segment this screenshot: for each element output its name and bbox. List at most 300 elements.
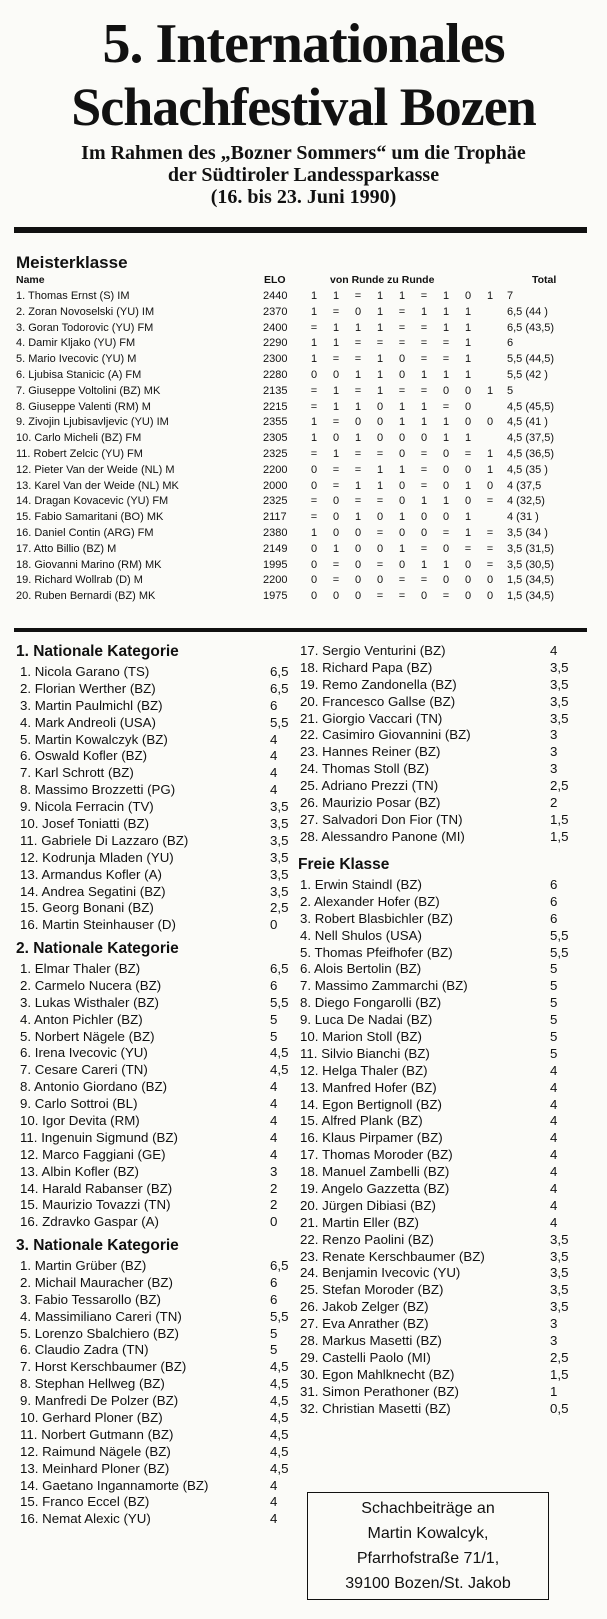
player-elo: 2280 xyxy=(263,368,288,381)
player-score: 3,5 xyxy=(550,1299,569,1315)
round-result: 1 xyxy=(464,526,472,539)
round-result: 0 xyxy=(464,574,472,587)
player-name: 16. Nemat Alexic (YU) xyxy=(20,1511,151,1527)
list-item xyxy=(20,1376,290,1393)
player-name: 13. Armandus Kofler (A) xyxy=(20,866,162,882)
list-item xyxy=(300,795,590,812)
player-name: 23. Renate Kerschbaumer (BZ) xyxy=(300,1248,485,1264)
player-total: 5 xyxy=(507,384,514,397)
table-row xyxy=(16,542,591,558)
player-name: 10. Gerhard Ploner (BZ) xyxy=(20,1410,163,1426)
player-score: 6 xyxy=(550,877,558,892)
list-item xyxy=(20,995,290,1012)
list-item xyxy=(20,1079,290,1096)
table-row xyxy=(16,321,591,337)
player-score: 3,5 xyxy=(270,816,289,832)
player-elo: 2440 xyxy=(263,290,288,302)
col-header-rounds: von Runde zu Runde xyxy=(330,274,435,286)
player-score: 0 xyxy=(270,917,278,933)
player-total: 1,5 (34,5) xyxy=(507,574,555,587)
round-result: 1 xyxy=(420,368,428,381)
player-score: 5 xyxy=(550,961,558,977)
player-name: 12. Kodrunja Mladen (YU) xyxy=(20,849,174,865)
player-score: 6,5 xyxy=(270,1258,289,1273)
player-score: 3,5 xyxy=(270,883,289,899)
player-name: 5. Martin Kowalczyk (BZ) xyxy=(20,731,168,747)
table-row xyxy=(16,400,591,416)
round-result: 1 xyxy=(420,416,428,429)
round-result: 0 xyxy=(398,526,406,539)
player-name: 18. Richard Papa (BZ) xyxy=(300,659,433,675)
player-score: 6 xyxy=(270,1291,278,1307)
list-item xyxy=(300,1384,590,1401)
round-result: 0 xyxy=(486,574,494,587)
player-name: 5. Norbert Nägele (BZ) xyxy=(20,1028,155,1044)
player-name: 8. Diego Fongarolli (BZ) xyxy=(300,995,442,1011)
round-result: 1 xyxy=(442,368,450,381)
round-result: = xyxy=(354,495,362,508)
player-name: 20. Francesco Gallse (BZ) xyxy=(300,693,456,709)
player-name: 18. Manuel Zambelli (BZ) xyxy=(300,1164,450,1180)
list-item xyxy=(20,867,290,884)
round-result: = xyxy=(398,305,406,318)
player-name: 8. Giuseppe Valenti (RM) M xyxy=(16,400,151,413)
list-item xyxy=(300,911,590,928)
title-line-2: Schachfestival Bozen xyxy=(71,77,536,137)
list-item xyxy=(300,660,590,677)
list-item xyxy=(20,1342,290,1359)
player-name: 5. Lorenzo Sbalchiero (BZ) xyxy=(20,1325,179,1341)
player-name: 28. Markus Masetti (BZ) xyxy=(300,1333,442,1349)
player-score: 6 xyxy=(270,1274,278,1290)
round-result: = xyxy=(398,384,406,397)
round-result: = xyxy=(310,511,318,524)
round-result: 0 xyxy=(464,400,472,413)
kategorie1-title: 1. Nationale Kategorie xyxy=(16,643,179,660)
player-name: 4. Anton Pichler (BZ) xyxy=(20,1011,143,1027)
table-row xyxy=(16,463,591,479)
player-score: 6 xyxy=(270,697,278,713)
round-result xyxy=(479,400,501,416)
table-row xyxy=(16,479,591,495)
player-score: 1 xyxy=(550,1383,558,1399)
list-item xyxy=(20,1164,290,1181)
list-item xyxy=(300,1147,590,1164)
list-item xyxy=(20,1393,290,1410)
round-result xyxy=(479,352,501,368)
kategorie1-list xyxy=(20,664,290,934)
player-score: 3 xyxy=(550,744,558,760)
round-result: 1 xyxy=(376,463,384,476)
player-name: 8. Massimo Brozzetti (PG) xyxy=(20,782,176,798)
player-score: 4 xyxy=(270,765,278,781)
player-name: 6. Alois Bertolin (BZ) xyxy=(300,961,422,977)
player-elo: 2200 xyxy=(263,463,288,476)
table-row xyxy=(16,494,591,510)
list-item xyxy=(300,1097,590,1114)
player-score: 2 xyxy=(270,1197,278,1213)
player-score: 4 xyxy=(270,1113,278,1129)
list-item xyxy=(300,761,590,778)
round-result: 1 xyxy=(442,495,450,508)
round-result: = xyxy=(420,542,428,555)
player-score: 4 xyxy=(550,1062,558,1078)
player-name: 11. Silvio Bianchi (BZ) xyxy=(300,1045,430,1061)
table-row xyxy=(16,447,591,463)
list-item xyxy=(300,1063,590,1080)
player-name: 7. Massimo Zammarchi (BZ) xyxy=(300,978,468,994)
player-score: 5 xyxy=(270,1325,278,1341)
subtitle-line-3: (16. bis 23. Juni 1990) xyxy=(210,186,397,208)
player-score: 5,5 xyxy=(550,944,569,960)
player-elo: 2215 xyxy=(263,400,288,413)
player-name: 11. Robert Zelcic (YU) FM xyxy=(16,447,143,460)
player-name: 15. Franco Eccel (BZ) xyxy=(20,1494,150,1510)
player-name: 11. Ingenuin Sigmund (BZ) xyxy=(20,1129,178,1145)
player-score: 4 xyxy=(270,1477,278,1493)
player-score: 2,5 xyxy=(270,900,289,916)
round-result: 0 xyxy=(398,495,406,508)
player-score: 2 xyxy=(270,1180,278,1196)
round-result: = xyxy=(420,574,428,587)
list-item xyxy=(20,1197,290,1214)
kategorie2-title: 2. Nationale Kategorie xyxy=(16,940,179,957)
player-score: 3,5 xyxy=(550,1265,569,1281)
player-name: 32. Christian Masetti (BZ) xyxy=(300,1400,451,1416)
round-result: 1 xyxy=(442,321,450,334)
player-elo: 2149 xyxy=(263,542,288,555)
player-name: 1. Nicola Garano (TS) xyxy=(20,664,150,679)
player-total: 3,5 (31,5) xyxy=(507,542,555,555)
round-result: 0 xyxy=(464,416,472,429)
contact-line-2: Martin Kowalcyk, xyxy=(367,1525,489,1542)
list-item xyxy=(300,961,590,978)
contact-line-1: Schachbeiträge an xyxy=(361,1500,495,1517)
player-name: 25. Adriano Prezzi (TN) xyxy=(300,778,439,794)
round-result: 0 xyxy=(464,384,472,397)
player-name: 27. Eva Anrather (BZ) xyxy=(300,1316,429,1332)
round-result: = xyxy=(376,590,384,603)
round-result: 1 xyxy=(398,416,406,429)
player-score: 4 xyxy=(550,1113,558,1129)
list-item xyxy=(300,829,590,846)
player-name: 1. Erwin Staindl (BZ) xyxy=(300,877,422,892)
round-result: 0 xyxy=(486,590,494,603)
round-result: 0 xyxy=(398,432,406,445)
player-name: 26. Maurizio Posar (BZ) xyxy=(300,795,441,811)
round-result: = xyxy=(442,353,450,366)
list-item xyxy=(20,1461,290,1478)
list-item xyxy=(20,1292,290,1309)
player-elo: 2370 xyxy=(263,305,288,318)
list-item xyxy=(300,1215,590,1232)
round-result: 1 xyxy=(398,542,406,555)
player-score: 3 xyxy=(550,1316,558,1332)
table-row xyxy=(16,352,591,368)
player-score: 0 xyxy=(270,1214,278,1230)
player-name: 13. Manfred Hofer (BZ) xyxy=(300,1079,437,1095)
player-name: 25. Stefan Moroder (BZ) xyxy=(300,1282,444,1298)
player-name: 1. Elmar Thaler (BZ) xyxy=(20,961,141,976)
list-item xyxy=(300,1401,590,1418)
kategorie3-continued-list xyxy=(300,643,590,846)
player-score: 3,5 xyxy=(550,710,569,726)
player-name: 5. Mario Ivecovic (YU) M xyxy=(16,353,137,366)
table-row xyxy=(16,368,591,384)
player-elo: 2117 xyxy=(263,511,287,524)
player-score: 4 xyxy=(270,748,278,764)
player-score: 4 xyxy=(270,782,278,798)
round-result: = xyxy=(332,463,340,476)
round-result: = xyxy=(420,321,428,334)
list-item xyxy=(300,677,590,694)
list-item xyxy=(20,782,290,799)
kategorie2-list xyxy=(20,961,290,1231)
round-result: = xyxy=(442,526,450,539)
player-score: 4 xyxy=(270,1494,278,1510)
round-result: 0 xyxy=(442,447,450,460)
list-item xyxy=(20,1427,290,1444)
round-result: = xyxy=(398,574,406,587)
round-result: 1 xyxy=(310,353,318,366)
player-name: 11. Norbert Gutmann (BZ) xyxy=(20,1426,174,1442)
round-result: 1 xyxy=(332,542,340,555)
table-row xyxy=(16,336,591,352)
list-item xyxy=(300,1333,590,1350)
round-result: 1 xyxy=(354,368,362,381)
round-result: 1 xyxy=(420,495,428,508)
round-result: 1 xyxy=(398,511,406,524)
list-item xyxy=(20,1359,290,1376)
round-result: 1 xyxy=(376,305,384,318)
list-item xyxy=(300,1046,590,1063)
player-name: 8. Antonio Giordano (BZ) xyxy=(20,1079,168,1095)
player-name: 2. Michail Mauracher (BZ) xyxy=(20,1274,173,1290)
round-result: 0 xyxy=(354,590,362,603)
list-item xyxy=(300,1198,590,1215)
round-result: 1 xyxy=(442,290,450,302)
list-item xyxy=(20,1214,290,1231)
contact-box xyxy=(307,1492,549,1600)
list-item xyxy=(20,884,290,901)
round-result: 1 xyxy=(486,447,494,460)
round-result: = xyxy=(310,384,318,397)
meisterklasse-title: Meisterklasse xyxy=(16,253,128,272)
player-name: 6. Irena Ivecovic (YU) xyxy=(20,1045,148,1061)
list-item xyxy=(20,698,290,715)
round-result: 1 xyxy=(464,432,472,445)
list-item xyxy=(20,1096,290,1113)
round-result: 1 xyxy=(486,290,494,302)
player-name: 3. Robert Blasbichler (BZ) xyxy=(300,910,453,926)
player-name: 4. Damir Kljako (YU) FM xyxy=(16,337,136,350)
list-item xyxy=(300,928,590,945)
round-result: = xyxy=(420,337,428,350)
round-result: 0 xyxy=(376,574,384,587)
player-elo: 2380 xyxy=(263,526,288,539)
player-name: 13. Meinhard Ploner (BZ) xyxy=(20,1460,170,1476)
player-score: 4 xyxy=(270,1511,278,1527)
round-result: = xyxy=(332,416,340,429)
list-item xyxy=(20,833,290,850)
player-name: 4. Massimiliano Careri (TN) xyxy=(20,1308,182,1324)
player-score: 3,5 xyxy=(550,1231,569,1247)
player-score: 6,5 xyxy=(270,664,289,679)
player-score: 5 xyxy=(270,1028,278,1044)
list-item xyxy=(300,1282,590,1299)
list-item xyxy=(20,1511,290,1528)
round-result: 1 xyxy=(398,463,406,476)
round-result: 1 xyxy=(442,432,450,445)
round-result: 0 xyxy=(398,368,406,381)
player-score: 1,5 xyxy=(550,828,569,844)
player-name: 6. Oswald Kofler (BZ) xyxy=(20,748,148,764)
player-score: 4,5 xyxy=(270,1443,289,1459)
round-result: 1 xyxy=(310,416,318,429)
player-name: 17. Thomas Moroder (BZ) xyxy=(300,1147,453,1163)
round-result: 0 xyxy=(464,463,472,476)
list-item xyxy=(20,1410,290,1427)
player-score: 4 xyxy=(550,1147,558,1163)
round-result: = xyxy=(398,590,406,603)
round-result: 1 xyxy=(464,511,472,524)
round-result: 0 xyxy=(376,400,384,413)
player-name: 23. Hannes Reiner (BZ) xyxy=(300,744,441,760)
list-item xyxy=(20,850,290,867)
list-item xyxy=(300,1181,590,1198)
round-result: 1 xyxy=(310,290,318,302)
list-item xyxy=(300,1164,590,1181)
round-result: = xyxy=(332,353,340,366)
player-score: 3 xyxy=(270,1163,278,1179)
player-name: 14. Andrea Segatini (BZ) xyxy=(20,883,166,899)
round-result: 1 xyxy=(332,447,340,460)
list-item xyxy=(20,1045,290,1062)
player-score: 4,5 xyxy=(270,1062,289,1078)
round-result: 1 xyxy=(354,400,362,413)
player-score: 2,5 xyxy=(550,1349,569,1365)
list-item xyxy=(20,1444,290,1461)
round-result: 0 xyxy=(398,479,406,492)
player-elo: 2000 xyxy=(263,479,288,492)
player-name: 15. Fabio Samaritani (BO) MK xyxy=(16,511,164,524)
round-result: 0 xyxy=(332,368,340,381)
list-item xyxy=(20,681,290,698)
list-item xyxy=(300,1113,590,1130)
player-score: 5 xyxy=(550,1045,558,1061)
player-score: 4 xyxy=(550,1181,558,1197)
player-score: 4,5 xyxy=(270,1460,289,1476)
subtitle-line-1: Im Rahmen des „Bozner Sommers“ um die Trophäe xyxy=(81,142,526,164)
table-row xyxy=(16,510,591,526)
round-result: 0 xyxy=(442,384,450,397)
player-score: 4,5 xyxy=(270,1359,289,1375)
player-name: 13. Karel Van der Weide (NL) MK xyxy=(16,479,179,492)
round-result: = xyxy=(442,590,450,603)
player-score: 4 xyxy=(550,1096,558,1112)
round-result: 0 xyxy=(332,432,340,445)
player-score: 5 xyxy=(270,1011,278,1027)
round-result xyxy=(479,431,501,447)
player-score: 1,5 xyxy=(550,811,569,827)
player-name: 15. Alfred Plank (BZ) xyxy=(300,1113,423,1129)
round-result: 1 xyxy=(354,511,362,524)
player-elo: 2325 xyxy=(263,447,288,460)
player-name: 14. Harald Rabanser (BZ) xyxy=(20,1180,173,1196)
round-result: 1 xyxy=(442,305,450,318)
player-name: 6. Ljubisa Stanicic (A) FM xyxy=(16,368,142,381)
player-name: 22. Renzo Paolini (BZ) xyxy=(300,1231,434,1247)
round-result: 1 xyxy=(310,526,318,539)
player-total: 4 (37,5 xyxy=(507,479,542,492)
player-score: 4,5 xyxy=(270,1376,289,1392)
player-name: 20. Jürgen Dibiasi (BZ) xyxy=(300,1197,436,1213)
round-result: 0 xyxy=(310,479,318,492)
round-result: 1 xyxy=(310,305,318,318)
round-result: 1 xyxy=(464,479,472,492)
player-name: 10. Marion Stoll (BZ) xyxy=(300,1029,422,1045)
kategorie3-title: 3. Nationale Kategorie xyxy=(16,1237,179,1254)
player-name: 2. Zoran Novoselski (YU) IM xyxy=(16,305,155,318)
round-result: 0 xyxy=(354,558,362,571)
round-result: 1 xyxy=(354,432,362,445)
round-result: = xyxy=(376,495,384,508)
player-name: 24. Benjamin Ivecovic (YU) xyxy=(300,1265,461,1281)
player-score: 3,5 xyxy=(550,693,569,709)
round-result: 1 xyxy=(332,337,340,350)
player-name: 19. Richard Wollrab (D) M xyxy=(16,574,143,587)
round-result: = xyxy=(420,463,428,476)
round-result: 1 xyxy=(376,321,384,334)
list-item xyxy=(300,694,590,711)
list-item xyxy=(300,812,590,829)
round-result: 1 xyxy=(420,558,428,571)
player-name: 30. Egon Mahlknecht (BZ) xyxy=(300,1366,455,1382)
round-result: 1 xyxy=(464,368,472,381)
round-result: = xyxy=(420,290,428,302)
player-elo: 2200 xyxy=(263,574,288,587)
round-result: = xyxy=(354,337,362,350)
player-name: 3. Fabio Tessarollo (BZ) xyxy=(20,1291,161,1307)
round-result: 0 xyxy=(376,432,384,445)
player-name: 10. Carlo Micheli (BZ) FM xyxy=(16,432,142,445)
table-row xyxy=(16,415,591,431)
player-score: 4,5 xyxy=(270,1426,289,1442)
round-result: 0 xyxy=(398,353,406,366)
list-item xyxy=(300,877,590,894)
player-name: 15. Georg Bonani (BZ) xyxy=(20,900,154,916)
round-result: 1 xyxy=(398,290,406,302)
player-name: 7. Karl Schrott (BZ) xyxy=(20,765,134,781)
table-row xyxy=(16,589,591,605)
list-item xyxy=(20,1029,290,1046)
round-result: = xyxy=(486,542,494,555)
round-result: 1 xyxy=(332,400,340,413)
round-result: = xyxy=(464,447,472,460)
top-divider xyxy=(14,227,587,233)
round-result: 1 xyxy=(376,384,384,397)
round-result: 0 xyxy=(310,368,318,381)
player-name: 15. Maurizio Tovazzi (TN) xyxy=(20,1197,171,1213)
round-result: 0 xyxy=(464,558,472,571)
round-result: 0 xyxy=(420,590,428,603)
player-name: 19. Angelo Gazzetta (BZ) xyxy=(300,1181,450,1197)
player-score: 4 xyxy=(550,1164,558,1180)
round-result: = xyxy=(332,558,340,571)
player-score: 0,5 xyxy=(550,1400,569,1416)
player-total: 6,5 (44 ) xyxy=(507,305,548,318)
list-item xyxy=(300,711,590,728)
